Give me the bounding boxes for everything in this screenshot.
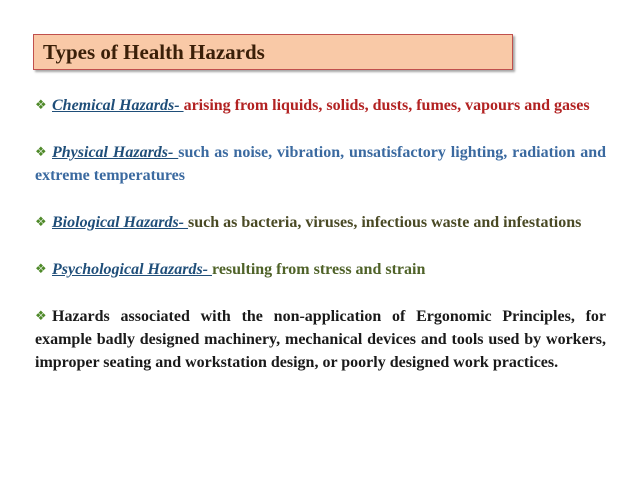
diamond-bullet-icon: ❖ <box>35 215 47 230</box>
bullet-term: Chemical Hazards- <box>52 97 184 114</box>
diamond-bullet-icon: ❖ <box>35 98 47 113</box>
bullet-term: Biological Hazards- <box>52 214 189 231</box>
bullet-list <box>35 94 606 374</box>
title-box <box>33 34 513 70</box>
bullet-chemical <box>35 94 606 117</box>
slide-title: Types of Health Hazards <box>43 40 265 64</box>
bullet-text: Hazards associated with the non-application of Ergonomic Principles, for example badly designed machinery, mechanical devices and tools used by workers, improper seating and workstation design, or poorly designed work practices. <box>35 308 606 371</box>
bullet-physical <box>35 141 606 187</box>
bullet-ergonomic <box>35 305 606 374</box>
bullet-text: resulting from stress and strain <box>212 261 426 278</box>
bullet-term: Physical Hazards- <box>52 144 179 161</box>
bullet-biological <box>35 211 606 234</box>
bullet-text: such as bacteria, viruses, infectious waste and infestations <box>188 214 582 231</box>
diamond-bullet-icon: ❖ <box>35 262 47 277</box>
bullet-term: Psychological Hazards- <box>52 261 212 278</box>
bullet-text: arising from liquids, solids, dusts, fumes, vapours and gases <box>183 97 590 114</box>
bullet-text: such as noise, vibration, unsatisfactory lighting, radiation and extreme temperatures <box>35 144 606 184</box>
bullet-psychological <box>35 258 606 281</box>
diamond-bullet-icon: ❖ <box>35 145 47 160</box>
diamond-bullet-icon: ❖ <box>35 309 47 324</box>
